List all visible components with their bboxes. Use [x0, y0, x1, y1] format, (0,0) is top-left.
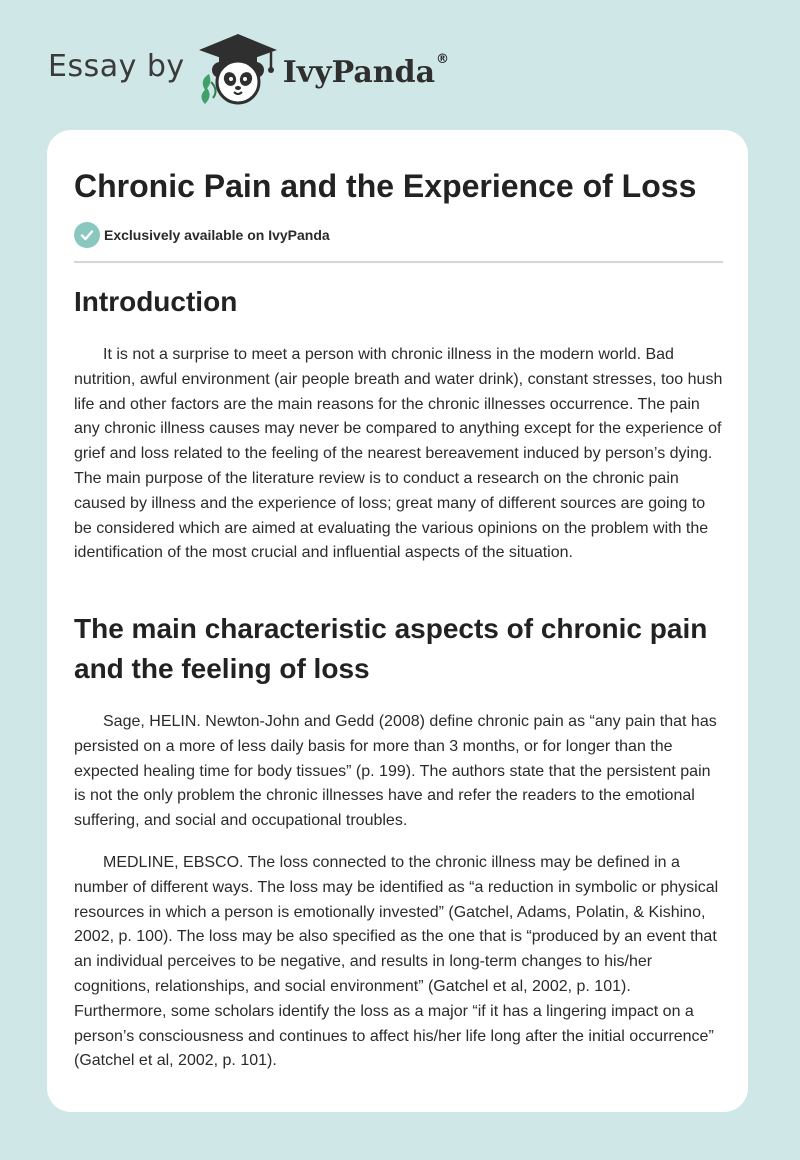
registered-mark: ®	[436, 51, 450, 67]
paragraph: It is not a surprise to meet a person with chronic illness in the modern world. Bad nutrition, awful environment (air people breath and water drink), constant stresses, too hush life and other factors are the main reasons for the chronic illnesses occurrence. The pain any chronic illness causes may never be compared to anything except for the experience of grief and loss related to the feeling of the nearest bereavement induced by person’s dying. The main purpose of the literature review is to conduct a research on the chronic pain caused by illness and the experience of loss; great many of different sources are going to be considered which are aimed at evaluating the various opinions on the problem with the identification of the most crucial and influential aspects of the situation.	[74, 346, 723, 562]
exclusive-text: Exclusively available on IvyPanda	[104, 227, 330, 243]
section-heading-main-aspects: The main characteristic aspects of chronic pain and the feeling of loss	[74, 613, 708, 684]
brand-prefix: Essay by	[48, 48, 185, 84]
page-title: Chronic Pain and the Experience of Loss	[74, 168, 697, 204]
essay-card	[47, 130, 748, 1112]
exclusive-badge	[74, 222, 330, 248]
paragraph: MEDLINE, EBSCO. The loss connected to the chronic illness may be defined in a number of different ways. The loss may be identified as “a reduction in symbolic or physical resources in which a person is emotionally invested” (Gatchel, Adams, Polatin, & Kishino, 2002, p. 100). The loss may be also specified as the one that is “produced by an event that an individual perceives to be negative, and results in long-term changes to his/her cognitions, relationships, and social environment” (Gatchel et al, 2002, p. 101). Furthermore, some scholars identify the loss as a major “if it has a lingering impact on a person’s consciousness and continues to affect his/her life long after the initial occurrence” (Gatchel et al, 2002, p. 101).	[74, 854, 719, 1070]
panda-graduate-icon	[195, 30, 281, 110]
brand-name: IvyPanda®	[282, 51, 450, 90]
section-heading-introduction: Introduction	[74, 286, 238, 317]
checkmark-icon	[74, 222, 100, 248]
divider	[74, 261, 723, 263]
paragraph: Sage, HELIN. Newton-John and Gedd (2008) define chronic pain as “any pain that has persisted on a more of less daily basis for more than 3 months, or for longer than the expected healing time for body tissues” (p. 199). The authors state that the persistent pain is not the only problem the chronic illnesses have and refer the readers to the emotional suffering, and social and occupational troubles.	[74, 713, 717, 830]
site-brand[interactable]	[48, 30, 449, 110]
